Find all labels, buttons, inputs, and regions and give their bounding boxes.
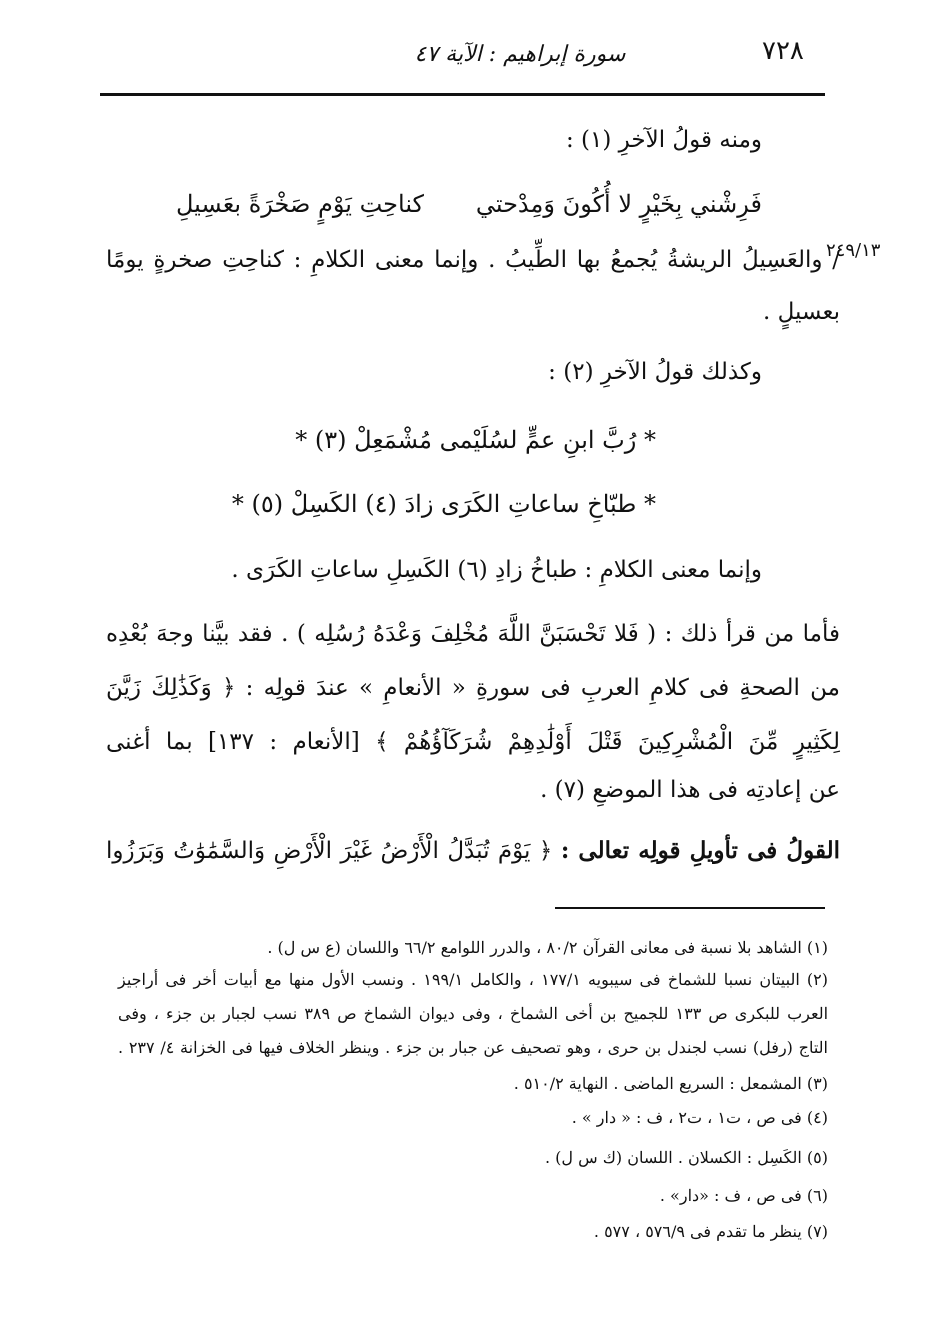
verse-line: * طبّاخِ ساعاتِ الكَرَى زادَ (٤) الكَسِلْ (٥) * (231, 490, 656, 518)
body-line: عن إعادتِه فى هذا الموضعِ (٧) . (540, 777, 840, 803)
footnote: (١) الشاهد بلا نسبة فى معانى القرآن ٨٠/٢ ، والدرر اللوامع ٦٦/٢ واللسان (ع س ل) . (267, 938, 828, 957)
section-heading (106, 836, 840, 867)
footnote: (٥) الكَسِل : الكسلان . اللسان (ك س ل) . (544, 1148, 828, 1167)
footnote: التاج (رفل) نسب لجندل بن حرى ، وهو تصحيف عن جبار بن جزء . وينظر الخلاف فيها فى الخزانة ٤/ ٢٣٧ . (118, 1038, 828, 1057)
footnote: (٧) ينظر ما تقدم فى ٥٧٦/٩ ، ٥٧٧ . (593, 1222, 828, 1241)
body-line: لِكَثِيرٍ مِّنَ الْمُشْرِكِينَ قَتْلَ أَوْلَٰدِهِمْ شُرَكَآؤُهُمْ ﴾ [الأنعام : ١٣٧] بما أغنى (106, 729, 840, 755)
margin-reference: ٢٤٩/١٣ (826, 240, 881, 261)
body-line: فأما من قرأ ذلك : ( فَلا تَحْسَبَنَّ اللَّهَ مُخْلِفَ وَعْدَهُ رُسُلِه ) . فقد بيَّنا وجهَ بُعْدِه (106, 621, 840, 647)
body-line: وإنما معنى الكلامِ : طباخُ زادِ (٦) الكَسِلِ ساعاتِ الكَرَى . (231, 557, 762, 583)
body-line: / والعَسِيلُ الريشةُ يُجمعُ بها الطِّيبُ . وإنما معنى الكلامِ : كناحِتِ صخرةٍ يومًا (106, 247, 840, 273)
running-title: سورة إبراهيم : الآية ٤٧ (414, 42, 626, 67)
header-rule (100, 93, 825, 96)
footnote: (٦) فى ص ، ف : «دار» . (659, 1186, 828, 1205)
footnote: (٤) فى ص ، ت١ ، ت٢ ، ف : « دار » . (571, 1108, 828, 1127)
body-line: من الصحةِ فى كلامِ العربِ فى سورةِ « الأنعامِ » عندَ قولِه : ﴿ وَكَذَٰلِكَ زَيَّنَ (106, 675, 840, 701)
verse-line: * رُبَّ ابنِ عمٍّ لسُلَيْمى مُشْمَعِلْ (٣) * (295, 426, 656, 454)
verse-hemistich-right: فَرِشْني بِخَيْرٍ لا أُكُونَ وَمِدْحتي (475, 190, 762, 218)
heading-label: القولُ فى تأويلِ قولِه تعالى : (560, 837, 841, 864)
footnote-rule (555, 907, 825, 909)
footnote: (٣) المشمعل : السريع الماضى . النهاية ٥١٠/٢ . (513, 1074, 828, 1093)
heading-quran-verse: ﴿ يَوْمَ تُبَدَّلُ الْأَرْضُ غَيْرَ الْأَرْضِ وَالسَّمَٰوَٰتُ وَبَرَزُوا (106, 838, 553, 864)
body-line: بعسيلٍ . (763, 299, 840, 325)
page-number: ٧٢٨ (762, 36, 804, 66)
verse-hemistich-left: كناحِتِ يَوْمٍ صَخْرَةً بعَسِيلِ (176, 190, 424, 218)
body-line: ومنه قولُ الآخرِ (١) : (565, 127, 762, 153)
body-line: وكذلك قولُ الآخرِ (٢) : (548, 359, 762, 385)
footnote: العرب للبكرى ص ١٣٣ للجميح بن أخى الشماخ ، وفى ديوان الشماخ ص ٣٨٩ نسب لجبار بن جزء ، وفى (118, 1004, 829, 1023)
footnote: (٢) البيتان نسبا للشماخ فى سيبويه ١٧٧/١ ، والكامل ١٩٩/١ . ونسب الأول منها مع أبيات أخر فى أراجيز (118, 970, 829, 989)
